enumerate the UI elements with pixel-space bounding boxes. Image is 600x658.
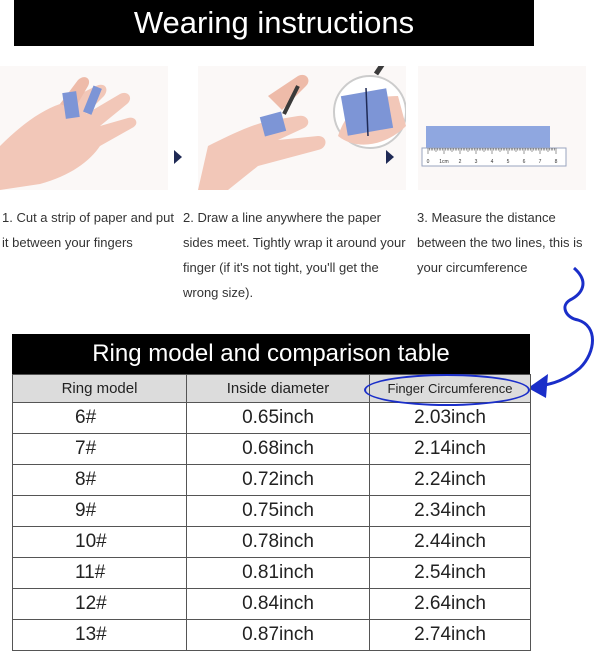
ruler-tick-label: 5 bbox=[506, 159, 510, 165]
table-row bbox=[13, 496, 531, 527]
step3-text: 3. Measure the distance between the two lines, this is your circumference bbox=[417, 210, 583, 275]
step2-text: 2. Draw a line anywhere the paper sides meet. Tightly wrap it around your finger (if it's not tight, you'll get the wrong size). bbox=[183, 210, 406, 300]
table-row bbox=[13, 527, 531, 558]
table-title-banner bbox=[12, 334, 530, 374]
inside-diameter-cell: 0.78inch bbox=[187, 527, 370, 558]
ring-model-cell: 6# bbox=[13, 403, 187, 434]
comparison-table bbox=[12, 374, 531, 651]
ring-model-cell: 13# bbox=[13, 620, 187, 651]
arrow-icon bbox=[174, 150, 182, 164]
circumference-cell: 2.74inch bbox=[370, 620, 531, 651]
inside-diameter-cell: 0.87inch bbox=[187, 620, 370, 651]
ring-model-cell: 8# bbox=[13, 465, 187, 496]
table-row bbox=[13, 589, 531, 620]
circumference-cell: 2.44inch bbox=[370, 527, 531, 558]
ruler-tick-label: 2 bbox=[458, 159, 462, 165]
circumference-cell: 2.03inch bbox=[370, 403, 531, 434]
inside-diameter-cell: 0.65inch bbox=[187, 403, 370, 434]
inside-diameter-cell: 0.75inch bbox=[187, 496, 370, 527]
title-banner bbox=[14, 0, 534, 46]
header-inside-diameter: Inside diameter bbox=[187, 375, 370, 403]
step1-text: 1. Cut a strip of paper and put it between your fingers bbox=[2, 210, 174, 250]
table-row bbox=[13, 434, 531, 465]
circumference-cell: 2.54inch bbox=[370, 558, 531, 589]
table-row bbox=[13, 403, 531, 434]
ruler-tick-label: 8 bbox=[554, 159, 558, 165]
table-header-row bbox=[13, 375, 531, 403]
table-title: Ring model and comparison table bbox=[92, 340, 450, 367]
table-row bbox=[13, 558, 531, 589]
header-finger-circumference: Finger Circumference bbox=[370, 375, 531, 403]
circumference-cell: 2.24inch bbox=[370, 465, 531, 496]
header-ring-model: Ring model bbox=[13, 375, 187, 403]
inside-diameter-cell: 0.72inch bbox=[187, 465, 370, 496]
ruler-tick-label: 4 bbox=[490, 159, 494, 165]
ring-model-cell: 9# bbox=[13, 496, 187, 527]
ruler-tick-label: 6 bbox=[522, 159, 526, 165]
page-title: Wearing instructions bbox=[133, 5, 415, 40]
step1-illustration bbox=[0, 66, 168, 190]
circumference-cell: 2.64inch bbox=[370, 589, 531, 620]
ruler-tick-label: 0 bbox=[426, 159, 430, 165]
arrow-icon bbox=[386, 150, 394, 164]
table-row bbox=[13, 465, 531, 496]
ruler-tick-label: 1cm bbox=[439, 159, 449, 165]
table-row bbox=[13, 620, 531, 651]
ring-model-cell: 11# bbox=[13, 558, 187, 589]
ruler-tick-label: 7 bbox=[538, 159, 542, 165]
circumference-cell: 2.34inch bbox=[370, 496, 531, 527]
ruler-tick-label: 3 bbox=[474, 159, 478, 165]
inside-diameter-cell: 0.81inch bbox=[187, 558, 370, 589]
inside-diameter-cell: 0.84inch bbox=[187, 589, 370, 620]
ring-model-cell: 12# bbox=[13, 589, 187, 620]
circumference-cell: 2.14inch bbox=[370, 434, 531, 465]
inside-diameter-cell: 0.68inch bbox=[187, 434, 370, 465]
step3-ruler-illustration bbox=[418, 66, 586, 190]
ring-model-cell: 10# bbox=[13, 527, 187, 558]
step2-illustration bbox=[198, 66, 406, 190]
ring-model-cell: 7# bbox=[13, 434, 187, 465]
